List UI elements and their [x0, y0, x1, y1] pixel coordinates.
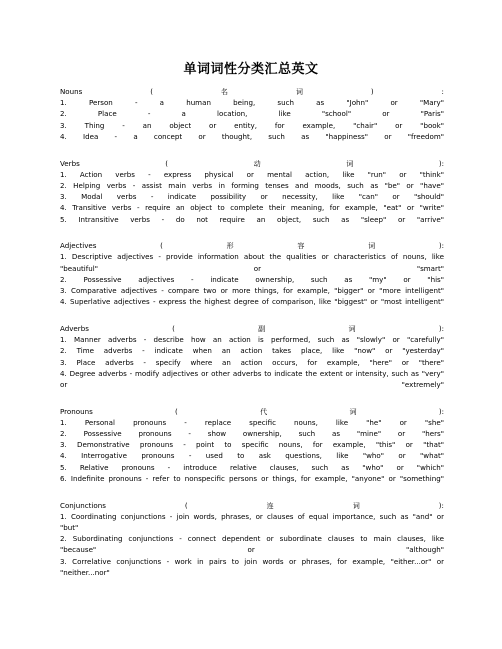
section-heading-part: (	[150, 87, 154, 96]
section-heading-part: 副	[258, 323, 266, 333]
section-heading-part: (	[160, 241, 163, 251]
section-heading-part: (	[165, 158, 169, 168]
section-heading-part: ):	[438, 500, 444, 510]
section-line: 1. Person - a human being, such as "John" or "Mary"	[60, 98, 444, 108]
section-heading	[60, 240, 444, 251]
section-heading-part: 容	[297, 241, 305, 251]
line-start: "because"	[60, 545, 97, 555]
section-line: 5. Intransitive verbs - do not require an object, such as "sleep" or "arrive"	[60, 214, 444, 224]
section-heading-part: (	[184, 500, 188, 510]
section-line: 1. Coordinating conjunctions - join words, phrases, or clauses of equal importance, such as "and" or	[60, 511, 444, 521]
line-end: "although"	[406, 545, 444, 555]
section-line: 3. Thing - an object or entity, for example, "chair" or "book"	[60, 120, 444, 130]
section	[60, 406, 444, 484]
section	[60, 240, 444, 307]
section-heading-part: 词	[348, 323, 356, 333]
section-heading-part: Nouns	[60, 87, 83, 96]
line-end: "extremely"	[401, 379, 444, 389]
section-line: 2. Possessive adjectives - indicate ownership, such as "my" or "his"	[60, 274, 444, 284]
section-line: 2. Time adverbs - indicate when an action takes place, like "now" or "yesterday"	[60, 346, 444, 356]
section-heading	[60, 406, 444, 417]
section-heading	[60, 86, 444, 97]
section	[60, 323, 444, 390]
section-heading-part: (	[175, 406, 178, 416]
section-line: 4. Idea - a concept or thought, such as "happiness" or "freedom"	[60, 131, 444, 141]
section-line	[60, 263, 444, 274]
section-heading	[60, 323, 444, 334]
line-middle: or	[247, 545, 255, 555]
section-line: "neither...nor"	[60, 567, 110, 577]
section-line: 3. Modal verbs - indicate possibility or necessity, like "can" or "should"	[60, 192, 444, 202]
section-heading-part: Verbs	[60, 158, 80, 168]
section-heading-part: ):	[438, 158, 444, 168]
line-middle: or	[253, 263, 262, 273]
section-line: 4. Superlative adjectives - express the highest degree of comparison, like "biggest" or "most intelligent"	[60, 297, 444, 307]
section-heading-part: Conjunctions	[60, 500, 106, 510]
section-line: 2. Place - a location, like "school" or "Paris"	[60, 109, 444, 119]
section-heading-part: Adverbs	[60, 323, 89, 333]
section-heading-part: 词	[349, 406, 357, 416]
section-line: "but"	[60, 523, 79, 532]
section-heading-part: Pronouns	[60, 406, 93, 416]
section-heading-part: 词	[346, 158, 354, 168]
section-line: 6. Indefinite pronouns - refer to nonspecific persons or things, for example, "anyone" or "something"	[60, 473, 444, 483]
section-heading-part: ):	[438, 323, 444, 333]
section-heading-part: (	[172, 323, 175, 333]
section-heading-part: 词	[295, 87, 303, 96]
section-line: 3. Correlative conjunctions - work in pairs to join words or phrases, for example, "either...or" or	[60, 556, 444, 566]
section-line: 2. Possessive pronouns - show ownership, such as "mine" or "hers"	[60, 429, 444, 439]
section-heading-part: 动	[253, 158, 261, 168]
section	[60, 158, 444, 225]
section-line	[60, 544, 444, 555]
section-heading-part: 词	[368, 241, 376, 251]
section-heading-part: 代	[260, 406, 268, 416]
section-heading-part: ):	[438, 406, 444, 416]
section-heading-part: )	[370, 87, 374, 96]
section-line: 3. Comparative adjectives - compare two or more things, for example, "bigger" or "more intelligent"	[60, 286, 444, 296]
section-line: 3. Demonstrative pronouns - point to specific nouns, for example, "this" or "that"	[60, 440, 444, 450]
section-line: 4. Interrogative pronouns - used to ask questions, like "who" or "what"	[60, 451, 444, 461]
section-heading-part: :	[441, 87, 444, 96]
line-end: "smart"	[416, 263, 444, 273]
line-start: or	[60, 379, 68, 389]
section-heading	[60, 158, 444, 169]
section-heading-part: ):	[438, 241, 444, 251]
section-line: 3. Place adverbs - specify where an action occurs, for example, "here" or "there"	[60, 357, 444, 367]
section-heading	[60, 500, 444, 511]
section-line: 2. Subordinating conjunctions - connect dependent or subordinate clauses to main clauses, like	[60, 534, 444, 544]
section-line: 2. Helping verbs - assist main verbs in forming tenses and moods, such as "be" or "have"	[60, 180, 444, 190]
section-line: 4. Degree adverbs - modify adjectives or other adverbs to indicate the extent or intensity, such as "very"	[60, 368, 444, 378]
section-heading-part: 形	[226, 241, 234, 251]
section-heading-part: Adjectives	[60, 241, 97, 251]
section-line: 4. Transitive verbs - require an object to complete their meaning, for example, "eat" or "write"	[60, 203, 444, 213]
section-heading-part: 名	[220, 87, 228, 96]
section-heading-part: 词	[352, 500, 360, 510]
section-line	[60, 379, 444, 390]
section-line: 1. Descriptive adjectives - provide information about the qualities or characteristics of nouns, like	[60, 252, 444, 262]
section-line: 1. Manner adverbs - describe how an action is performed, such as "slowly" or "carefully"	[60, 335, 444, 345]
document-body	[60, 86, 444, 594]
section	[60, 86, 444, 142]
section	[60, 500, 444, 578]
section-line: 5. Relative pronouns - introduce relative clauses, such as "who" or "which"	[60, 462, 444, 472]
section-line: 1. Personal pronouns - replace specific nouns, like "he" or "she"	[60, 417, 444, 427]
section-line: 1. Action verbs - express physical or mental action, like "run" or "think"	[60, 169, 444, 179]
line-start: "beautiful"	[60, 263, 98, 273]
section-heading-part: 连	[266, 500, 274, 510]
document-title: 单词词性分类汇总英文	[183, 62, 319, 77]
